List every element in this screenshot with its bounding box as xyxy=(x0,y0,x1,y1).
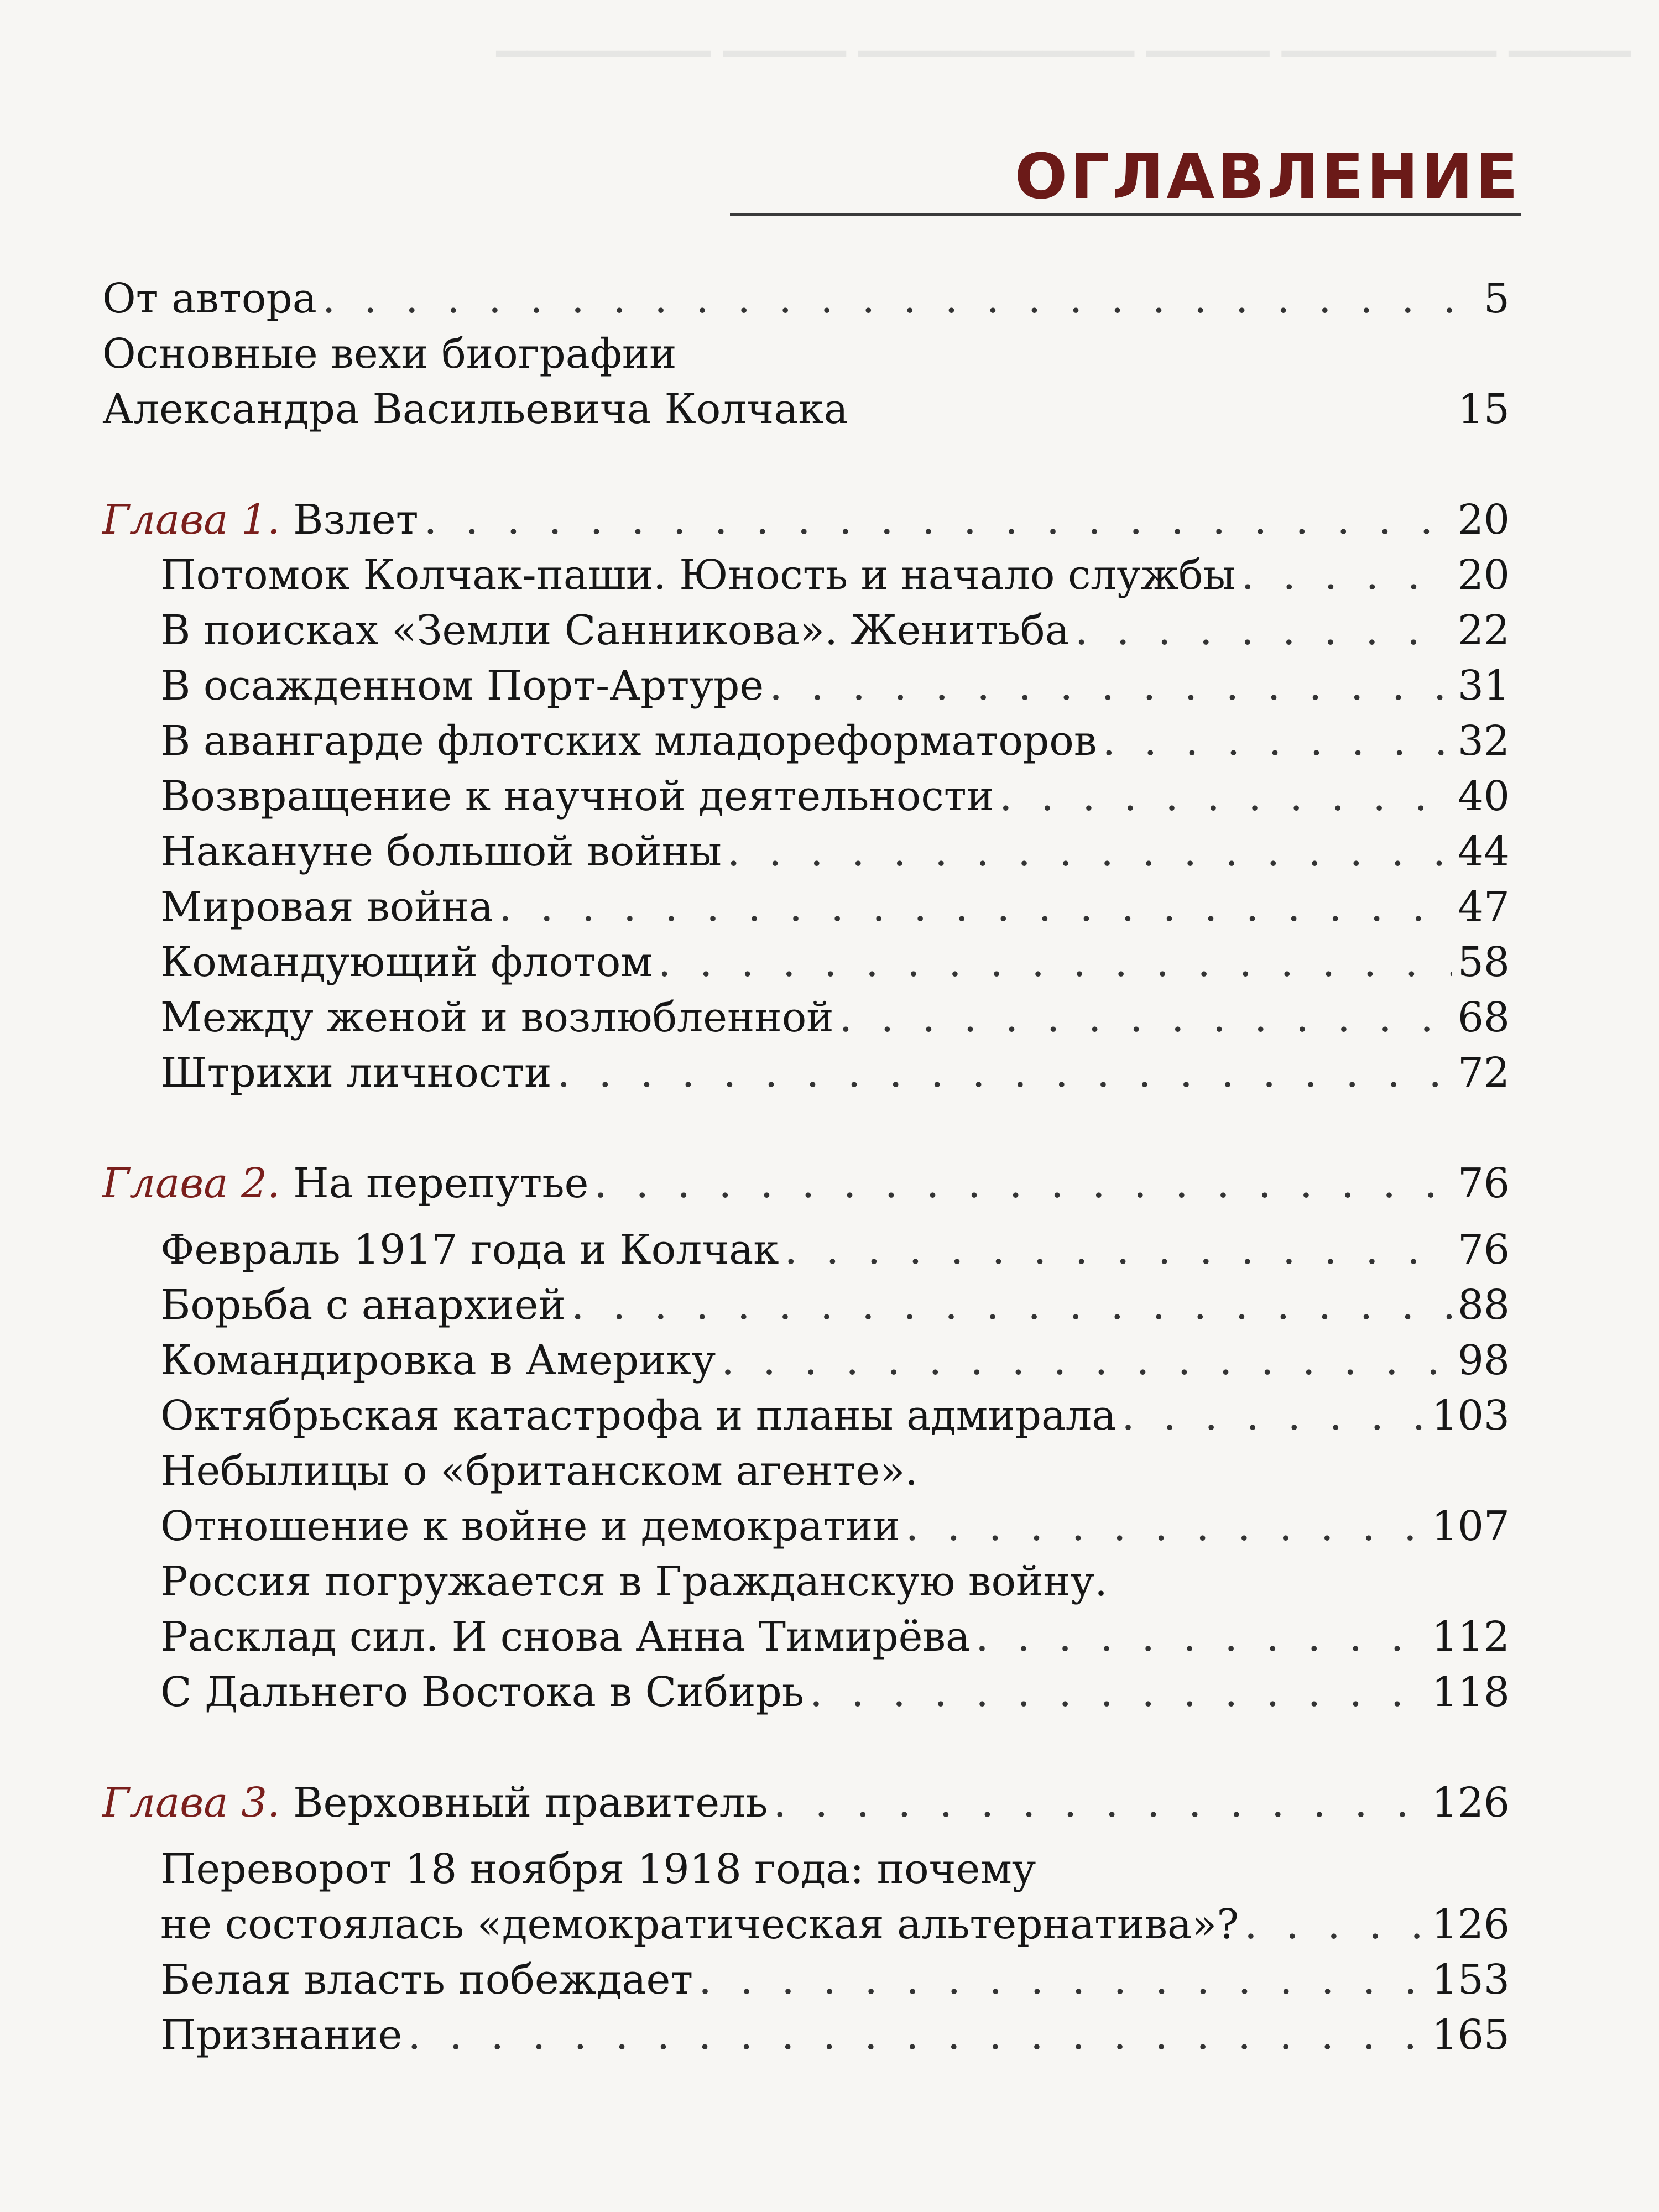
section-page: 76 xyxy=(1457,1226,1510,1274)
section-title: Белая власть побеждает xyxy=(160,1956,693,2004)
section-title: Отношение к войне и демократии xyxy=(160,1503,900,1550)
section-title: не состоялась «демократическая альтернатива»? xyxy=(160,1901,1239,1948)
toc-section[interactable] xyxy=(160,1665,1510,1720)
section-page: 72 xyxy=(1457,1049,1510,1097)
leader-dots xyxy=(773,1775,1426,1830)
toc-section[interactable] xyxy=(160,658,1510,713)
leader-dots xyxy=(785,1222,1452,1277)
toc-entry-title: Александра Васильевича Колчака xyxy=(102,385,848,433)
section-page: 31 xyxy=(1457,662,1510,709)
section-title: В поисках «Земли Санникова». Женитьба xyxy=(160,607,1070,654)
section-title: Октябрьская катастрофа и планы адмирала xyxy=(160,1392,1117,1439)
chapter-title: Взлет xyxy=(293,496,419,544)
leader-dots xyxy=(1241,547,1452,603)
toc-section[interactable] xyxy=(160,603,1510,658)
section-title: Штрихи личности xyxy=(160,1049,552,1097)
leader-dots xyxy=(769,658,1452,713)
toc-section[interactable] xyxy=(160,1841,1510,1897)
section-page: 98 xyxy=(1457,1337,1510,1384)
leader-dots xyxy=(322,271,1478,326)
toc-entry-page: 5 xyxy=(1483,275,1510,322)
section-title: Расклад сил. И снова Анна Тимирёва xyxy=(160,1613,971,1661)
toc-section[interactable] xyxy=(160,935,1510,990)
section-page: 107 xyxy=(1431,1503,1510,1550)
leader-dots xyxy=(721,1333,1452,1388)
section-title: Командующий флотом xyxy=(160,938,653,986)
toc-section[interactable] xyxy=(160,824,1510,879)
leader-dots xyxy=(698,1952,1426,2007)
toc-section[interactable] xyxy=(160,547,1510,603)
toc-section[interactable] xyxy=(160,1952,1510,2007)
toc-section[interactable] xyxy=(160,1443,1510,1499)
chapter-page: 76 xyxy=(1457,1160,1510,1207)
toc-section[interactable] xyxy=(160,1897,1510,1952)
section-title: Командировка в Америку xyxy=(160,1337,716,1384)
toc-heading: ОГЛАВЛЕНИЕ xyxy=(1014,141,1521,213)
toc-section[interactable] xyxy=(160,1388,1510,1443)
toc-section[interactable] xyxy=(160,2007,1510,2063)
heading-rule xyxy=(730,213,1521,216)
chapter-title: На перепутье xyxy=(293,1160,589,1207)
section-title: В авангарде флотских младореформаторов xyxy=(160,717,1097,765)
leader-dots xyxy=(1103,713,1452,769)
section-title: Мировая война xyxy=(160,883,493,931)
section-title: Борьба с анархией xyxy=(160,1281,566,1329)
table-of-contents xyxy=(102,271,1510,2063)
toc-section[interactable] xyxy=(160,1499,1510,1554)
leader-dots xyxy=(424,492,1452,547)
leader-dots xyxy=(1121,1388,1426,1443)
section-title: С Дальнего Востока в Сибирь xyxy=(160,1668,805,1716)
toc-entry-biography-line2[interactable] xyxy=(102,382,1510,437)
leader-dots xyxy=(658,935,1452,990)
toc-section[interactable] xyxy=(160,1609,1510,1665)
section-page: 112 xyxy=(1431,1613,1510,1661)
section-title: Признание xyxy=(160,2011,403,2059)
toc-section[interactable] xyxy=(160,1333,1510,1388)
toc-section[interactable] xyxy=(160,879,1510,935)
section-title: Между женой и возлюбленной xyxy=(160,994,834,1041)
toc-section[interactable] xyxy=(160,990,1510,1045)
leader-dots xyxy=(975,1609,1426,1665)
section-title: Потомок Колчак-паши. Юность и начало службы xyxy=(160,551,1236,599)
section-title: Возвращение к научной деятельности xyxy=(160,773,994,820)
section-page: 88 xyxy=(1457,1281,1510,1329)
chapter-label: Глава 1. xyxy=(102,496,280,544)
leader-dots xyxy=(594,1156,1452,1211)
toc-entry-page: 15 xyxy=(1457,385,1510,433)
toc-section[interactable] xyxy=(160,713,1510,769)
section-page: 32 xyxy=(1457,717,1510,765)
section-page: 165 xyxy=(1431,2011,1510,2059)
section-title: Россия погружается в Гражданскую войну. xyxy=(160,1558,1108,1605)
toc-section[interactable] xyxy=(160,769,1510,824)
section-title: Небылицы о «британском агенте». xyxy=(160,1447,918,1495)
leader-dots xyxy=(571,1277,1452,1333)
toc-entry-title: От автора xyxy=(102,275,317,322)
chapter-title: Верховный правитель xyxy=(293,1779,768,1827)
section-page: 44 xyxy=(1457,828,1510,875)
leader-dots xyxy=(839,990,1452,1045)
section-page: 153 xyxy=(1431,1956,1510,2004)
section-page: 126 xyxy=(1431,1901,1510,1948)
section-page: 58 xyxy=(1457,938,1510,986)
chapter-label: Глава 3. xyxy=(102,1779,280,1827)
toc-section[interactable] xyxy=(160,1554,1510,1609)
leader-dots xyxy=(906,1499,1426,1554)
toc-entry-author-note[interactable] xyxy=(102,271,1510,326)
toc-section[interactable] xyxy=(160,1277,1510,1333)
leader-dots xyxy=(408,2007,1426,2063)
leader-dots xyxy=(1075,603,1452,658)
leader-dots xyxy=(499,879,1452,935)
leader-dots xyxy=(810,1665,1426,1720)
chapter-page: 126 xyxy=(1431,1779,1510,1827)
show-through-text: ▁▁▁▁ ▁▁▁▁▁▁▁ ▁▁▁▁ ▁▁▁▁▁▁▁▁▁ ▁▁▁▁ ▁▁▁▁▁▁▁ xyxy=(496,10,1631,56)
section-page: 20 xyxy=(1457,551,1510,599)
leader-dots xyxy=(557,1045,1452,1100)
leader-dots xyxy=(1244,1897,1426,1952)
section-page: 40 xyxy=(1457,773,1510,820)
section-title: Февраль 1917 года и Колчак xyxy=(160,1226,779,1274)
chapter-label: Глава 2. xyxy=(102,1160,280,1207)
section-page: 103 xyxy=(1431,1392,1510,1439)
toc-section[interactable] xyxy=(160,1045,1510,1100)
leader-dots xyxy=(999,769,1452,824)
section-title: Переворот 18 ноября 1918 года: почему xyxy=(160,1845,1036,1893)
leader-dots xyxy=(727,824,1452,879)
toc-chapter-1[interactable] xyxy=(102,492,1510,547)
section-title: В осажденном Порт-Артуре xyxy=(160,662,764,709)
section-page: 68 xyxy=(1457,994,1510,1041)
section-page: 47 xyxy=(1457,883,1510,931)
toc-chapter-2[interactable] xyxy=(102,1156,1510,1211)
section-page: 22 xyxy=(1457,607,1510,654)
section-title: Накануне большой войны xyxy=(160,828,722,875)
section-page: 118 xyxy=(1431,1668,1510,1716)
chapter-page: 20 xyxy=(1457,496,1510,544)
toc-chapter-3[interactable] xyxy=(102,1775,1510,1830)
toc-entry-title: Основные вехи биографии xyxy=(102,330,677,378)
toc-entry-biography-line1[interactable] xyxy=(102,326,1510,382)
toc-section[interactable] xyxy=(160,1222,1510,1277)
